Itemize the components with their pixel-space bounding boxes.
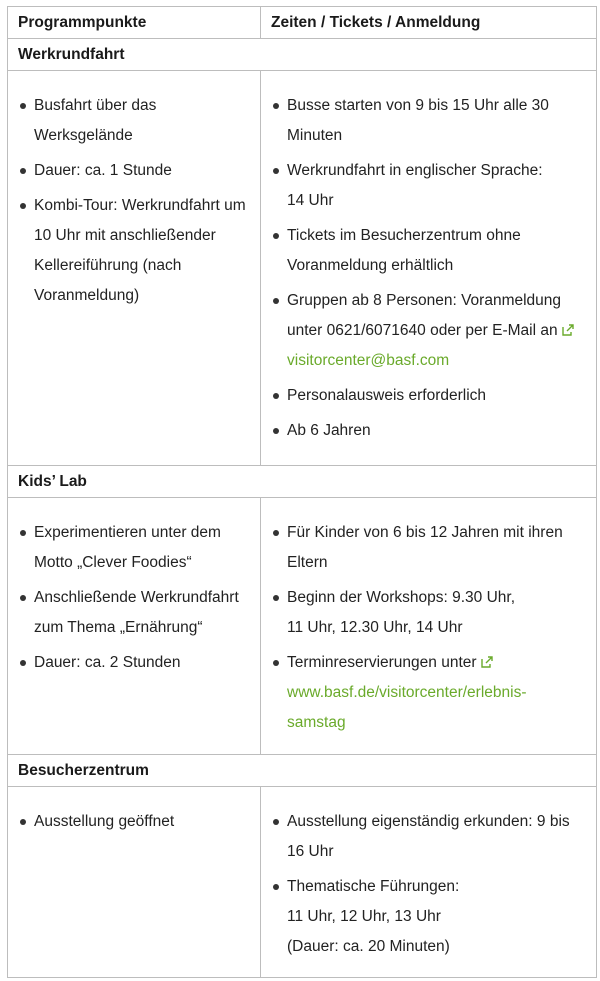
kids-lab-program-list (20, 518, 248, 678)
besucherzentrum-details-list (273, 807, 584, 962)
kids-lab-details-list (273, 518, 584, 738)
list-item: Anschließende Werkrundfahrt zum Thema „Ernährung“ (20, 583, 248, 643)
list-item: Werkrundfahrt in englischer Sprache: 14 Uhr (273, 156, 584, 216)
email-link[interactable]: visitorcenter@basf.com (287, 352, 450, 369)
list-item: Kombi-Tour: Werkrundfahrt um 10 Uhr mit anschließender Kellereiführung (nach Voranmeldung) (20, 191, 248, 311)
list-item: Ausstellung eigenständig erkunden: 9 bis 16 Uhr (273, 807, 584, 867)
list-item: Thematische Führungen: 11 Uhr, 12 Uhr, 13 Uhr (Dauer: ca. 20 Minuten) (273, 872, 584, 962)
table-header-row (8, 7, 597, 39)
section-title-werkrundfahrt: Werkrundfahrt (8, 39, 597, 71)
program-table (7, 6, 597, 978)
list-item: Für Kinder von 6 bis 12 Jahren mit ihren Eltern (273, 518, 584, 578)
list-item: Dauer: ca. 1 Stunde (20, 156, 248, 186)
external-link-icon (481, 656, 493, 668)
werkrundfahrt-details-list (273, 91, 584, 446)
section-content-werkrundfahrt (8, 71, 597, 466)
list-item: Experimentieren unter dem Motto „Clever Foodies“ (20, 518, 248, 578)
external-link-icon (562, 324, 574, 336)
werkrundfahrt-details-cell (261, 71, 597, 466)
besucherzentrum-details-cell (261, 787, 597, 978)
besucherzentrum-program-list (20, 807, 248, 837)
list-item: Terminreservierungen unter www.basf.de/visitorcenter/erlebnis-samstag (273, 648, 584, 738)
column-header-zeiten: Zeiten / Tickets / Anmeldung (261, 7, 597, 39)
section-row-besucherzentrum (8, 755, 597, 787)
list-item: Ab 6 Jahren (273, 416, 584, 446)
column-header-programmpunkte: Programmpunkte (8, 7, 261, 39)
list-item: Ausstellung geöffnet (20, 807, 248, 837)
section-title-besucherzentrum: Besucherzentrum (8, 755, 597, 787)
section-row-werkrundfahrt (8, 39, 597, 71)
list-item: Busfahrt über das Werksgelände (20, 91, 248, 151)
section-title-kids-lab: Kids’ Lab (8, 466, 597, 498)
list-item: Gruppen ab 8 Personen: Voranmeldung unter 0621/6071640 oder per E-Mail an visitorcenter@basf.com (273, 286, 584, 376)
werkrundfahrt-program-cell (8, 71, 261, 466)
kids-lab-details-cell (261, 498, 597, 755)
kids-lab-program-cell (8, 498, 261, 755)
besucherzentrum-program-cell (8, 787, 261, 978)
list-item: Beginn der Workshops: 9.30 Uhr, 11 Uhr, 12.30 Uhr, 14 Uhr (273, 583, 584, 643)
section-content-kids-lab (8, 498, 597, 755)
werkrundfahrt-program-list (20, 91, 248, 311)
section-row-kids-lab (8, 466, 597, 498)
visitorcenter-link[interactable]: www.basf.de/visitorcenter/erlebnis-samstag (287, 684, 527, 731)
list-item: Busse starten von 9 bis 15 Uhr alle 30 Minuten (273, 91, 584, 151)
list-item: Tickets im Besucherzentrum ohne Voranmeldung erhältlich (273, 221, 584, 281)
list-item: Personalausweis erforderlich (273, 381, 584, 411)
section-content-besucherzentrum (8, 787, 597, 978)
list-item: Dauer: ca. 2 Stunden (20, 648, 248, 678)
